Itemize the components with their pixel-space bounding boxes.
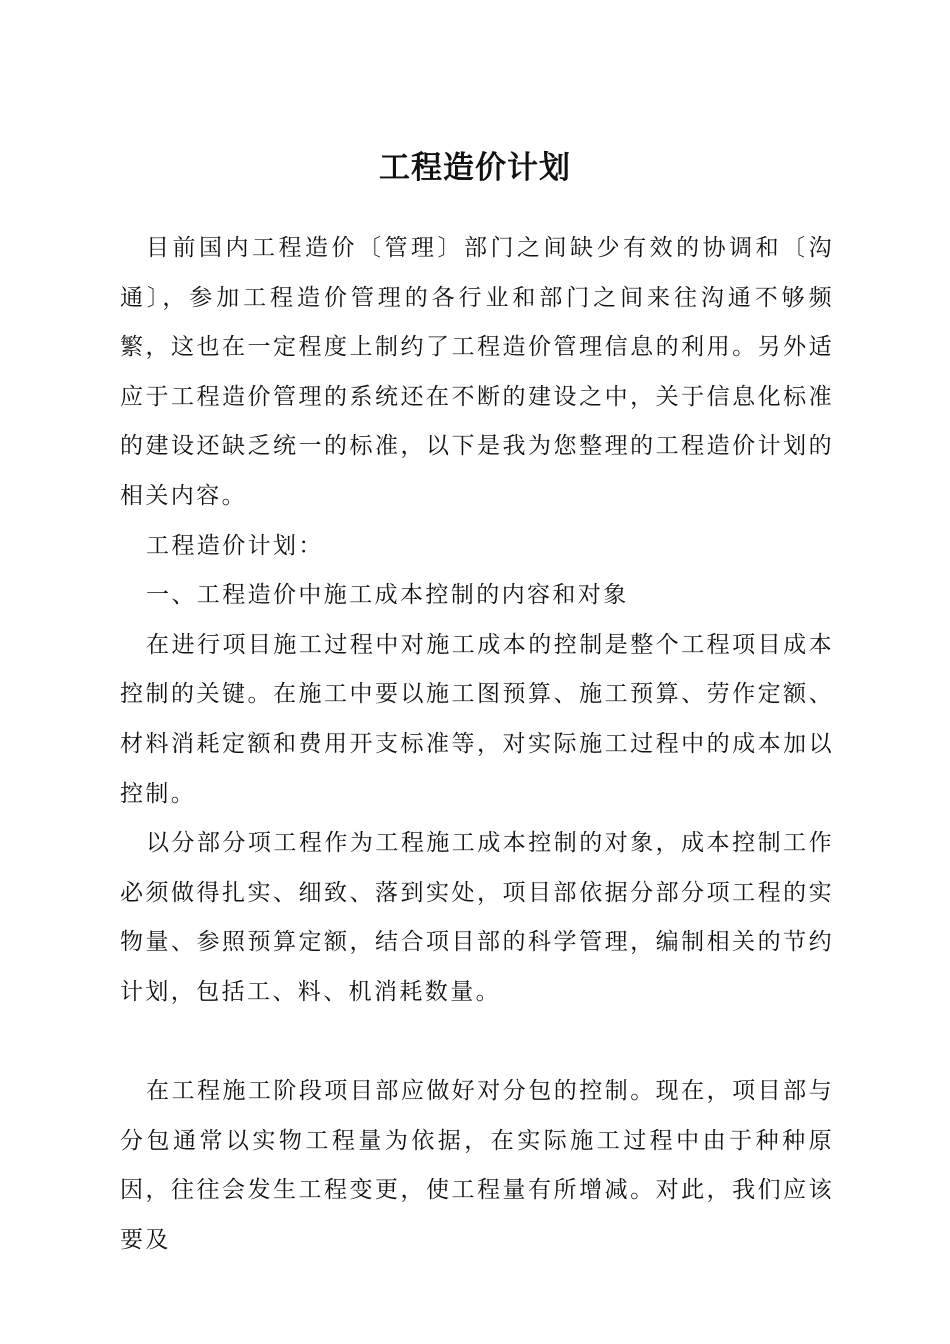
paragraph-cost-control: 在进行项目施工过程中对施工成本的控制是整个工程项目成本控制的关键。在施工中要以施工图预算、施工预算、劳作定额、材料消耗定额和费用开支标准等，对实际施工过程中的成本加以控制。 [120,631,834,807]
document-title: 工程造价计划 [379,150,571,186]
paragraph-subcontract: 在工程施工阶段项目部应做好对分包的控制。现在，项目部与分包通常以实物工程量为依据，在实际施工过程中由于种种原因，往往会发生工程变更，使工程量有所增减。对此，我们应该要及 [120,1078,834,1253]
paragraph-plan-label: 工程造价计划： [146,532,324,559]
document-body [120,224,834,1265]
paragraph-control-object: 以分部分项工程作为工程施工成本控制的对象，成本控制工作必须做得扎实、细致、落到实处，项目部依据分部分项工程的实物量、参照预算定额，结合项目部的科学管理，编制相关的节约计划，包括工、料、机消耗数量。 [120,830,834,1005]
paragraph-intro: 目前国内工程造价〔管理〕部门之间缺少有效的协调和〔沟通〕，参加工程造价管理的各行业和部门之间来往沟通不够频繁，这也在一定程度上制约了工程造价管理信息的利用。另外适应于工程造价管理的系统还在不断的建设之中，关于信息化标准的建设还缺乏统一的标准，以下是我为您整理的工程造价计划的相关内容。 [120,235,834,509]
section-heading-1: 一、工程造价中施工成本控制的内容和对象 [146,582,629,609]
